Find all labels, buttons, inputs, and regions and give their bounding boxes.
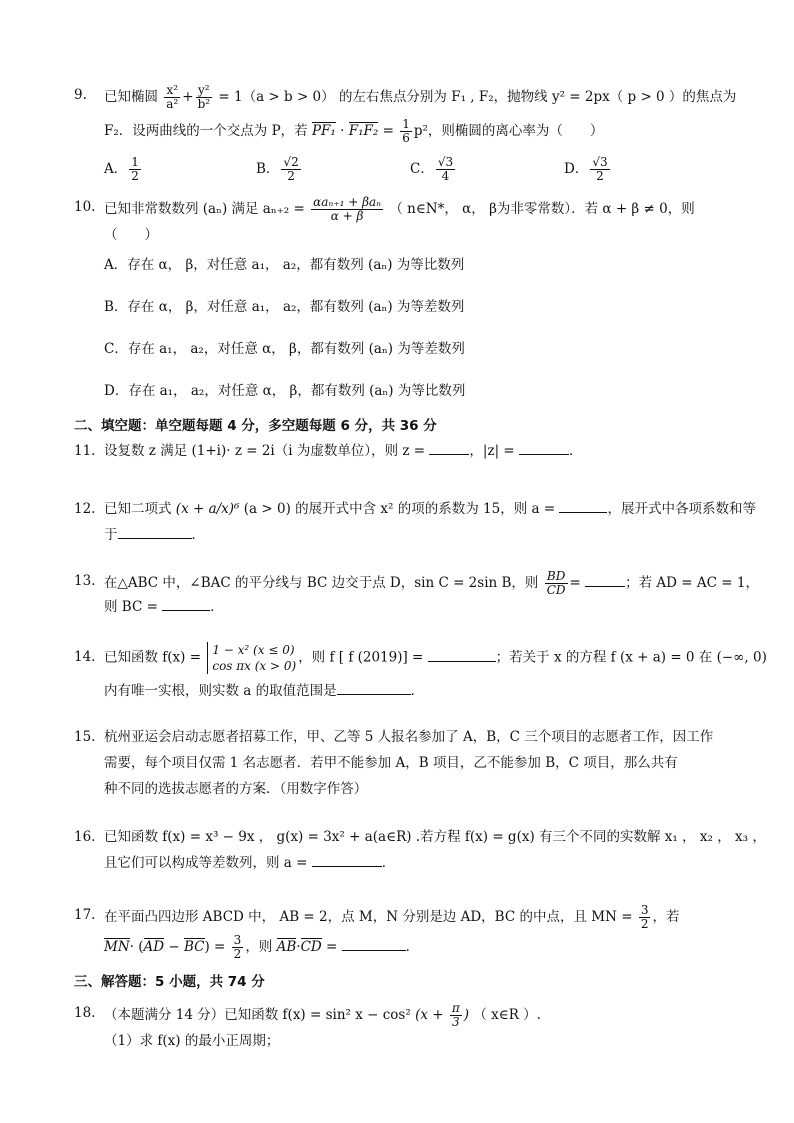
question-14 (74, 638, 767, 702)
question-text: 在△ABC 中，∠BAC 的平分线与 BC 边交于点 D，sin C = 2sin B，则 (104, 575, 539, 591)
question-9-line2: F₂．设两曲线的一个交点为 P，若 PF₁ · F₁F₂ = $\frac{1}{6}$ p²，则椭圆的离心率为（ ） (104, 117, 604, 145)
fraction-bd-cd: $\frac{BD}{CD}$ (546, 569, 566, 597)
answer-blank[interactable] (428, 647, 496, 662)
option-c[interactable]: C．存在 a₁， a₂，对任意 α， β，都有数列 (aₙ) 为等差数列 (104, 341, 465, 357)
question-text: 种不同的选拔志愿者的方案．（用数字作答） (104, 781, 368, 797)
question-number: 18. (74, 1005, 96, 1021)
question-text: （ n∈N*， α， β为非零常数）．若 α + β ≠ 0，则 (389, 201, 695, 217)
question-text: ；若关于 x 的方程 f (x + a) = 0 在 (−∞, 0) (495, 649, 767, 666)
question-18-line1: （本题满分 14 分）已知函数 f(x) = sin² x − cos² (x + $\frac{\pi}{3}$ ) （ x∈R ）. (104, 1001, 541, 1029)
question-9-line1: 已知椭圆 $\frac{\text{x²}}{\text{a²}}$ + $\frac{\text{y²}}{\text{b²}}$ = 1（a > b > 0） 的左右焦点分别为 F₁ , F₂，抛物线 y² = 2px（ p > 0 ）的焦点为 (104, 83, 737, 111)
answer-blank[interactable] (559, 498, 607, 513)
answer-blank[interactable] (429, 440, 469, 455)
answer-blank[interactable] (312, 852, 382, 867)
question-14-line1: 已知函数 f(x) = 1 − x² (x ≤ 0) cos πx (x > 0) ，则 f [ f (2019)] = ；若关于 x 的方程 f (x + a) = 0 在 (−∞, 0) (104, 643, 767, 673)
fraction-three-halves: $\frac{3}{2}$ (640, 903, 649, 931)
sub-question-1: （1）求 f(x) 的最小正周期； (104, 1033, 280, 1049)
vector-bc: BC (183, 939, 205, 955)
answer-blank[interactable] (519, 440, 569, 455)
question-text: F₂．设两曲线的一个交点为 P，若 (104, 123, 308, 139)
question-number: 9. (74, 87, 87, 103)
answer-blank[interactable] (337, 680, 411, 695)
question-9 (74, 83, 737, 194)
question-text: p²，则椭圆的离心率为（ ） (413, 123, 604, 139)
option-a[interactable]: A．存在 α， β，对任意 a₁， a₂，都有数列 (aₙ) 为等比数列 (104, 257, 465, 273)
question-12-line2: 于 ． (104, 524, 205, 546)
fraction-three-halves: $\frac{3}{2}$ (233, 933, 242, 961)
question-text: 已知二项式 (104, 501, 172, 517)
vector-pf1: PF₁ (311, 123, 336, 139)
question-13-line1: 在△ABC 中，∠BAC 的平分线与 BC 边交于点 D，sin C = 2sin B，则 $\frac{BD}{CD}$ = ；若 AD = AC = 1， (104, 569, 759, 597)
option-d[interactable]: D． $\frac{√3}{2}$ (564, 155, 608, 183)
option-b[interactable]: B． $\frac{√2}{2}$ (256, 155, 299, 183)
vector-f1f2: F₁F₂ (348, 123, 379, 139)
section-solutions-header: 三、解答题：5 小题，共 74 分 (74, 974, 265, 990)
question-12-line1 (104, 498, 756, 520)
question-11 (74, 440, 734, 464)
question-text: 杭州亚运会启动志愿者招募工作，甲、乙等 5 人报名参加了 A，B，C 三个项目的志愿者工作，因工作 (104, 729, 714, 745)
question-text: 已知函数 f(x) = (104, 649, 202, 666)
ellipse-term-y: $\frac{\text{y²}}{\text{b²}}$ (197, 83, 211, 111)
question-13-line2: 则 BC = ． (104, 596, 224, 618)
fraction-one-sixth: $\frac{1}{6}$ (402, 117, 410, 145)
question-text: ，展开式中各项系数和等 (607, 501, 756, 517)
option-c[interactable]: C． $\frac{√3}{4}$ (410, 155, 454, 183)
question-11-line: 设复数 z 满足 (1+i)· z = 2i（i 为虚数单位），则 z = ，|z| = ． (104, 440, 583, 462)
ellipse-equation-rhs: = 1（a > b > 0） (218, 89, 335, 105)
question-text: 设复数 z 满足 (1+i)· z = 2i（i 为虚数单位），则 z = (104, 443, 426, 459)
question-18 (74, 996, 734, 1056)
question-12 (74, 492, 756, 552)
section-fill-in-header: 二、填空题：单空题每题 4 分，多空题每题 6 分，共 36 分 (74, 418, 437, 434)
question-text: ；若 AD = AC = 1， (625, 575, 759, 591)
question-number: 10. (74, 199, 96, 215)
question-15 (74, 726, 734, 798)
question-number: 12. (74, 501, 96, 517)
question-text: 需要，每个项目仅需 1 名志愿者．若甲不能参加 A，B 项目，乙不能参加 B，C 项目，那么共有 (104, 755, 678, 771)
question-text: 在平面凸四边形 ABCD 中， AB = 2，点 M，N 分别是边 AD，BC 的中点，且 MN = (104, 909, 633, 925)
question-text: 已知非常数数列 (aₙ) 满足 aₙ₊₂ = (104, 201, 305, 217)
question-17-line1: 在平面凸四边形 ABCD 中， AB = 2，点 M，N 分别是边 AD，BC 的中点，且 MN = $\frac{3}{2}$ ，若 (104, 903, 680, 931)
question-16 (74, 826, 766, 876)
answer-blank[interactable] (162, 596, 210, 611)
cos-argument: (x + $\frac{\pi}{3}$ ) (415, 1001, 470, 1029)
question-number: 14. (74, 649, 96, 665)
question-17 (74, 898, 734, 962)
question-text: 的左右焦点分别为 F₁ , F₂，抛物线 y² = 2px（ p > 0 ）的焦点为 (338, 89, 737, 105)
question-number: 16. (74, 829, 96, 845)
vector-ab: AB (276, 939, 297, 955)
question-10 (74, 196, 734, 406)
question-number: 15. (74, 729, 96, 745)
ellipse-term-x: $\frac{\text{x²}}{\text{a²}}$ (166, 83, 179, 111)
question-17-line2: MN· (AD − BC) = $\frac{3}{2}$ ，则 AB·CD = ． (104, 933, 420, 961)
question-text: (a > 0) 的展开式中含 x² 的项的系数为 15，则 a = (243, 501, 556, 517)
recurrence-fraction: $\frac{\text{αaₙ₊₁ + βaₙ}}{\alpha + \beta}$ (313, 195, 382, 223)
vector-cd: CD (300, 939, 322, 955)
question-13 (74, 564, 759, 624)
vector-ad: AD (143, 939, 165, 955)
answer-blank[interactable] (585, 572, 625, 587)
question-number: 17. (74, 907, 96, 923)
question-10-line1 (104, 196, 695, 223)
question-number: 11. (74, 443, 96, 459)
question-number: 13. (74, 573, 96, 589)
question-text: 已知椭圆 (104, 89, 158, 105)
answer-blank[interactable] (342, 936, 406, 951)
question-text: （本题满分 14 分）已知函数 f(x) = sin² x − cos² (104, 1007, 411, 1023)
option-d[interactable]: D．存在 a₁， a₂，对任意 α， β，都有数列 (aₙ) 为等比数列 (104, 383, 466, 399)
binomial-expression: (x + a/x)⁶ (175, 501, 240, 517)
option-a[interactable]: A． $\frac{1}{2}$ (104, 155, 139, 183)
answer-blank[interactable] (118, 524, 192, 539)
question-16-line2: 且它们可以构成等差数列，则 a = ． (104, 852, 395, 874)
vector-mn: MN (104, 939, 130, 955)
question-14-line2: 内有唯一实根，则实数 a 的取值范围是 ． (104, 680, 424, 702)
answer-bracket: （ ） (104, 227, 158, 243)
piecewise-function: 1 − x² (x ≤ 0) cos πx (x > 0) (207, 642, 296, 674)
question-text: 已知函数 f(x) = x³ − 9x ， g(x) = 3x² + a(a∈R) .若方程 f(x) = g(x) 有三个不同的实数解 x₁ ， x₂ ， x₃ ， (104, 829, 766, 845)
option-b[interactable]: B．存在 α， β，对任意 a₁， a₂，都有数列 (aₙ) 为等差数列 (104, 299, 465, 315)
